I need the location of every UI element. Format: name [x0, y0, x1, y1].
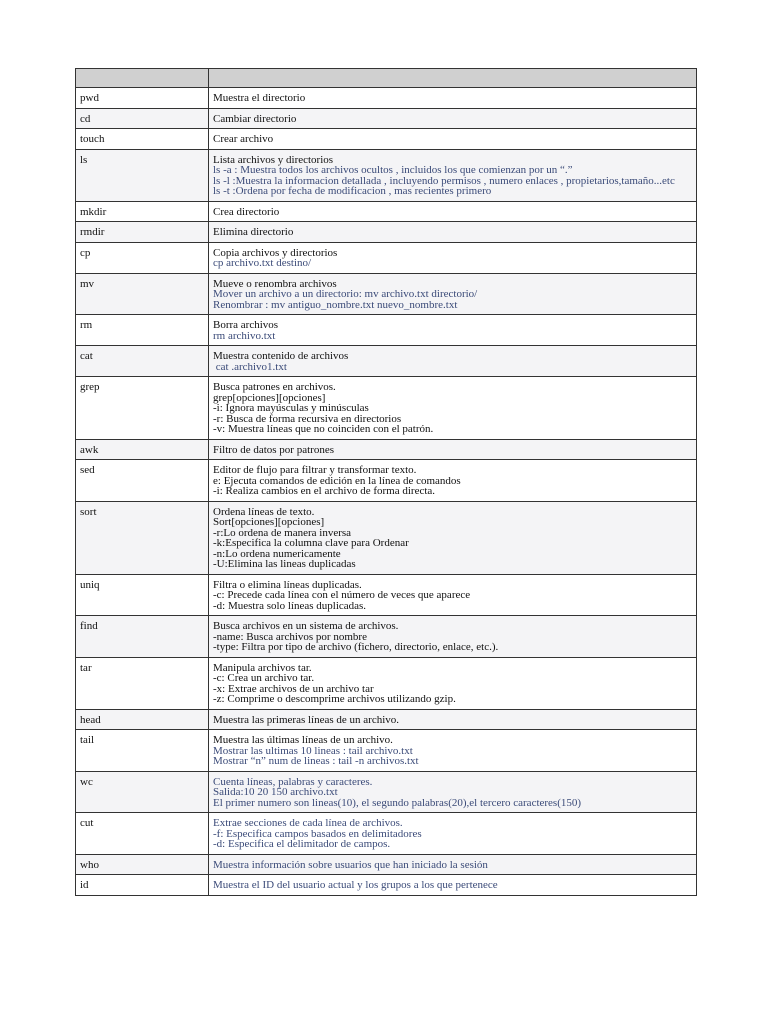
command-cell: cut [76, 813, 209, 855]
description-line: -i: Ignora mayúsculas y minúsculas [213, 402, 369, 414]
table-row [76, 501, 697, 574]
description-cell [209, 460, 697, 502]
description-line: -r: Busca de forma recursiva en directorios [213, 412, 402, 425]
table-row [76, 439, 697, 460]
commands-table [75, 68, 697, 896]
description-cell [209, 730, 697, 772]
command-cell: head [76, 709, 209, 730]
description-line: Ordena líneas de texto. [213, 505, 315, 518]
description-line: Mover un archivo a un directorio: mv archivo.txt directorio/ [213, 288, 478, 300]
command-cell: grep [76, 377, 209, 440]
description-cell [209, 616, 697, 658]
command-cell: touch [76, 129, 209, 150]
description-cell [209, 108, 697, 129]
description-line: cp archivo.txt destino/ [213, 257, 312, 269]
command-cell: cp [76, 242, 209, 273]
description-cell [209, 222, 697, 243]
command-cell: rmdir [76, 222, 209, 243]
table-row [76, 149, 697, 201]
description-line: cat .archivo1.txt [213, 360, 287, 373]
command-cell: cd [76, 108, 209, 129]
command-cell: mv [76, 273, 209, 315]
description-line: Busca archivos en un sistema de archivos. [213, 620, 399, 632]
description-line: Mostrar “n” num de lineas : tail -n archivos.txt [213, 755, 419, 767]
description-line: ls -a : Muestra todos los archivos ocultos , incluidos los que comienzan por un “.” [213, 164, 573, 176]
description-line: -i: Realiza cambios en el archivo de forma directa. [213, 485, 436, 497]
description-line: Salida:10 20 150 archivo.txt [213, 786, 338, 798]
description-line: -v: Muestra líneas que no coinciden con el patrón. [213, 423, 434, 435]
description-cell [209, 315, 697, 346]
description-cell [209, 854, 697, 875]
description-line: -type: Filtra por tipo de archivo (fichero, directorio, enlace, etc.). [213, 641, 499, 653]
description-line: Manipula archivos tar. [213, 661, 312, 674]
description-cell [209, 273, 697, 315]
description-cell [209, 149, 697, 201]
header-cell-description [209, 69, 697, 88]
description-line: -name: Busca archivos por nombre [213, 630, 367, 643]
description-line: grep[opciones][opciones] [213, 391, 326, 404]
description-cell [209, 813, 697, 855]
command-cell: cat [76, 346, 209, 377]
description-line: Editor de flujo para filtrar y transformar texto. [213, 464, 417, 476]
description-line: -c: Precede cada línea con el número de veces que aparece [213, 589, 471, 601]
description-line: e: Ejecuta comandos de edición en la línea de comandos [213, 474, 461, 487]
description-cell [209, 201, 697, 222]
description-line: Filtra o elimina líneas duplicadas. [213, 578, 362, 591]
description-line: Cambiar directorio [213, 112, 297, 125]
table-row [76, 273, 697, 315]
description-line: Crear archivo [213, 133, 274, 145]
description-cell [209, 574, 697, 616]
table-row [76, 242, 697, 273]
description-line: ls -t :Ordena por fecha de modificacion , mas recientes primero [213, 185, 492, 197]
description-line: ls -l :Muestra la informacion detallada , incluyendo permisos , numero enlaces , propietarios,tamaño...etc [213, 174, 675, 187]
table-row [76, 875, 697, 896]
description-line: Busca patrones en archivos. [213, 381, 336, 393]
description-line: Sort[opciones][opciones] [213, 516, 325, 528]
description-line: -U:Elimina las lineas duplicadas [213, 558, 356, 570]
description-line: Filtro de datos por patrones [213, 443, 334, 456]
table-row [76, 771, 697, 813]
description-cell [209, 657, 697, 709]
table-row [76, 460, 697, 502]
command-cell: who [76, 854, 209, 875]
description-line: -x: Extrae archivos de un archivo tar [213, 682, 374, 695]
description-cell [209, 377, 697, 440]
description-line: Muestra las últimas líneas de un archivo. [213, 734, 393, 746]
description-line: Copia archivos y directorios [213, 246, 338, 259]
description-line: rm archivo.txt [213, 329, 276, 342]
table-row [76, 730, 697, 772]
command-cell: uniq [76, 574, 209, 616]
command-cell: ls [76, 149, 209, 201]
description-cell [209, 501, 697, 574]
command-cell: pwd [76, 88, 209, 109]
command-cell: find [76, 616, 209, 658]
table-body [76, 88, 697, 896]
description-line: -d: Muestra solo líneas duplicadas. [213, 599, 367, 612]
description-cell [209, 346, 697, 377]
command-cell: tar [76, 657, 209, 709]
command-cell: wc [76, 771, 209, 813]
description-cell [209, 771, 697, 813]
description-line: Renombrar : mv antiguo_nombre.txt nuevo_nombre.txt [213, 298, 458, 311]
table-row [76, 854, 697, 875]
table-row [76, 574, 697, 616]
table-row [76, 201, 697, 222]
description-cell [209, 875, 697, 896]
description-line: Crea directorio [213, 205, 280, 218]
table-row [76, 108, 697, 129]
description-cell [209, 242, 697, 273]
description-line: Muestra el directorio [213, 92, 306, 104]
description-line: Mueve o renombra archivos [213, 277, 337, 290]
table-row [76, 657, 697, 709]
table-header [76, 69, 697, 88]
table-row [76, 616, 697, 658]
table-row [76, 813, 697, 855]
description-line: El primer numero son lineas(10), el segundo palabras(20),el tercero caracteres(150) [213, 796, 582, 809]
description-line: Cuenta líneas, palabras y caracteres. [213, 775, 373, 788]
description-line: -z: Comprime o descomprime archivos utilizando gzip. [213, 693, 456, 705]
description-line: Muestra información sobre usuarios que han iniciado la sesión [213, 858, 488, 871]
description-line: Muestra contenido de archivos [213, 350, 349, 362]
description-line: Muestra el ID del usuario actual y los grupos a los que pertenece [213, 879, 498, 891]
table-row [76, 709, 697, 730]
description-line: Borra archivos [213, 319, 279, 331]
description-line: Extrae secciones de cada línea de archivos. [213, 817, 403, 829]
command-cell: rm [76, 315, 209, 346]
table-row [76, 377, 697, 440]
command-cell: tail [76, 730, 209, 772]
header-row [76, 69, 697, 88]
description-line: Muestra las primeras líneas de un archivo. [213, 713, 400, 726]
description-cell [209, 88, 697, 109]
description-line: -r:Lo ordena de manera inversa [213, 526, 352, 539]
description-cell [209, 709, 697, 730]
description-line: -k:Especifica la columna clave para Ordenar [213, 537, 409, 549]
description-cell [209, 439, 697, 460]
description-line: -f: Especifica campos basados en delimitadores [213, 827, 422, 840]
table-row [76, 222, 697, 243]
table-row [76, 88, 697, 109]
table-row [76, 129, 697, 150]
description-line: Lista archivos y directorios [213, 153, 334, 166]
command-cell: id [76, 875, 209, 896]
table-row [76, 315, 697, 346]
description-line: -c: Crea un archivo tar. [213, 672, 315, 684]
command-cell: awk [76, 439, 209, 460]
command-cell: sed [76, 460, 209, 502]
description-line: Elimina directorio [213, 226, 294, 238]
header-cell-command [76, 69, 209, 88]
description-cell [209, 129, 697, 150]
command-cell: mkdir [76, 201, 209, 222]
description-line: -d: Especifica el delimitador de campos. [213, 838, 391, 850]
description-line: -n:Lo ordena numericamente [213, 547, 341, 560]
table-row [76, 346, 697, 377]
command-cell: sort [76, 501, 209, 574]
description-line: Mostrar las ultimas 10 lineas : tail archivo.txt [213, 744, 413, 757]
